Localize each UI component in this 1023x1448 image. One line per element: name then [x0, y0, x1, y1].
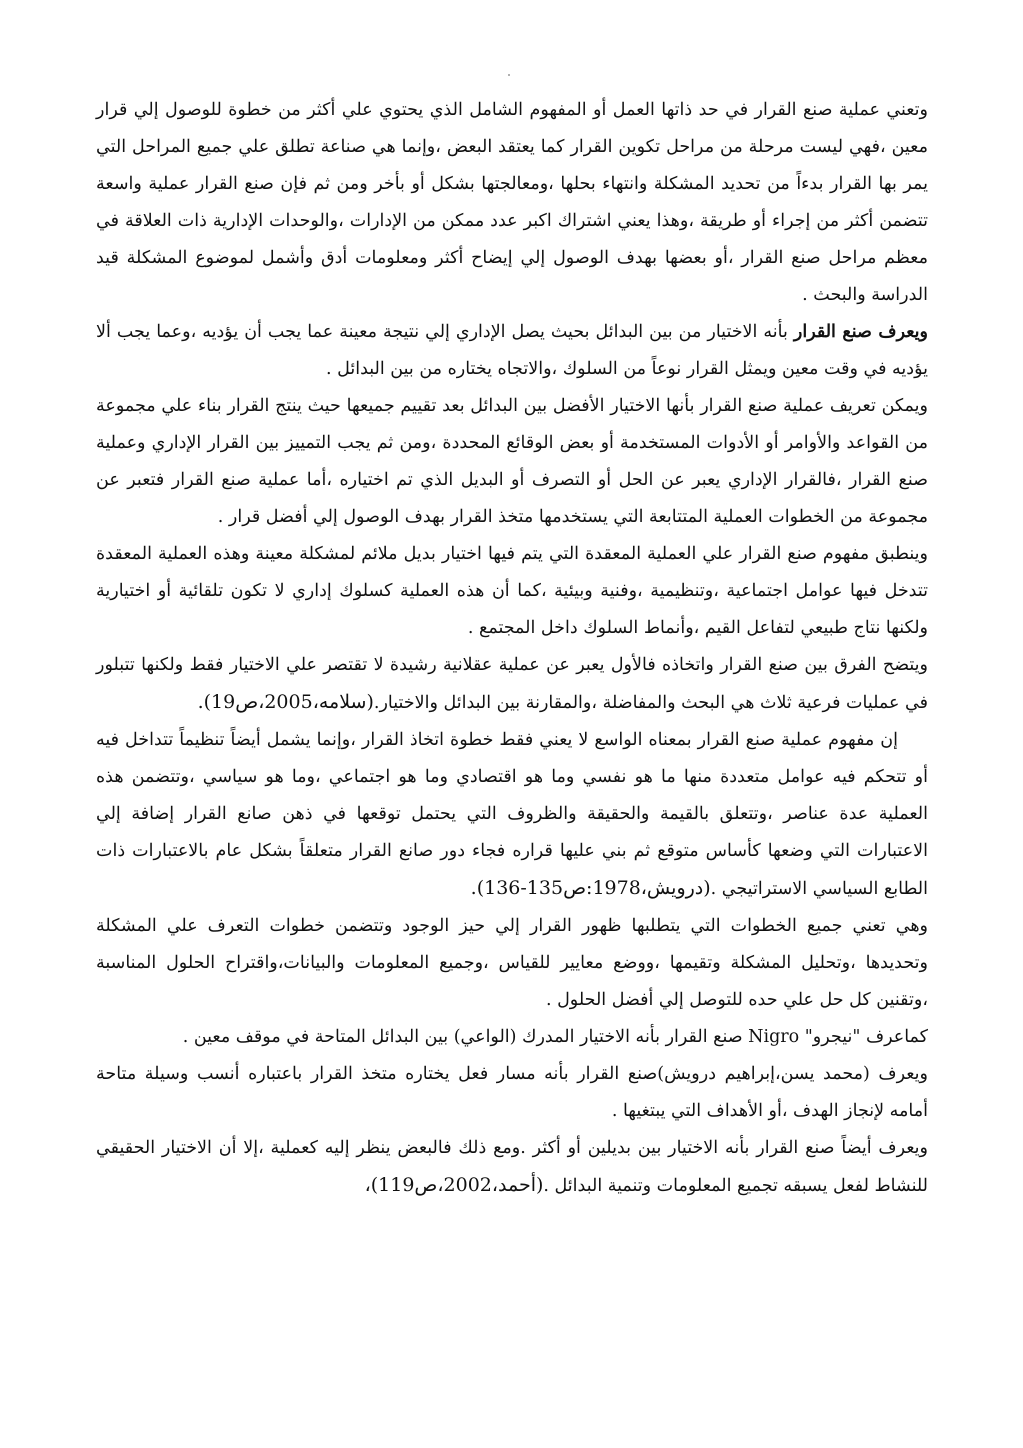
- paragraph-broad-concept: [96, 722, 928, 908]
- paragraph-concept-application: وينطبق مفهوم صنع القرار علي العملية المعقدة التي يتم فيها اختيار بديل ملائم لمشكلة معينة وهذه العملية المعقدة تتدخل فيها عوامل اجتماعية ،وتنظيمية ،وفنية وبيئية ،كما أن هذه العملية كسلوك إداري لا تكون تلقائية أو اختيارية ولكنها نتاج طبيعي لتفاعل القيم ،وأنماط السلوك داخل المجتمع .: [96, 544, 928, 638]
- paragraph-yassin-definition: ويعرف (محمد يسن،إبراهيم درويش)صنع القرار بأنه مسار فعل يختاره متخذ القرار باعتباره أنسب وسيلة متاحة أمامه لإنجاز الهدف ،أو الأهداف التي يبتغيها .: [96, 1064, 928, 1121]
- paragraph-choice-definition: [96, 1130, 928, 1205]
- document-body: [96, 92, 928, 1205]
- choice-definition-text: ويعرف أيضاً صنع القرار بأنه الاختيار بين بديلين أو أكثر .ومع ذلك فالبعض ينظر إليه كعملية ،إلا أن الاختيار الحقيقي للنشاط لفعل يسبقه تجميع المعلومات وتنمية البدائل .: [96, 1138, 928, 1196]
- definition-term: ويعرف صنع القرار: [793, 322, 928, 342]
- difference-text: ويتضح الفرق بين صنع القرار واتخاذه فالأول يعبر عن عملية عقلانية رشيدة لا تقتصر علي الاختيار فقط ولكنها تتبلور في عمليات فرعية ثلاث هي البحث والمفاضلة ،والمقارنة بين البدائل والاختيار.: [96, 655, 928, 713]
- paragraph-difference: [96, 647, 928, 722]
- paragraph-decision-process: وتعني عملية صنع القرار في حد ذاتها العمل أو المفهوم الشامل الذي يحتوي علي أكثر من خطوة للوصول إلي قرار معين ،فهي ليست مرحلة من مراحل تكوين القرار كما يعتقد البعض ،وإنما هي صناعة تطلق علي جميع المراحل التي يمر بها القرار بدءاً من تحديد المشكلة وانتهاء بحلها ،ومعالجتها بشكل أو بأخر ومن ثم فإن صنع القرار عملية واسعة تتضمن أكثر من إجراء أو طريقة ،وهذا يعني اشتراك اكبر عدد ممكن من الإدارات ،والوحدات الإدارية ذات العلاقة في معظم مراحل صنع القرار ،أو بعضها بهدف الوصول إلي إيضاح أكثر ومعلومات أدق وأشمل لموضوع المشكلة قيد الدراسة والبحث .: [96, 100, 928, 305]
- broad-concept-text: إن مفهوم عملية صنع القرار بمعناه الواسع لا يعني فقط خطوة اتخاذ القرار ،وإنما يشمل أيضاً تنظيماً تتداخل فيه أو تتحكم فيه عوامل متعددة منها ما هو نفسي وما هو اقتصادي وما هو اجتماعي ،وما هو سياسي ،وتتضمن هذه العملية عدة عناصر ،وتتعلق بالقيمة والحقيقة والظروف التي يحتمل توقعها في ذهن صانع القرار إضافة إلي الاعتبارات التي وضعها كأساس متوقع ثم بني عليها قراره فجاء دور صانع القرار متعلقاً بشكل عام بالاعتبارات ذات الطابع السياسي الاستراتيجي .: [96, 730, 928, 899]
- page-mark: [508, 74, 510, 76]
- paragraph-steps: وهي تعني جميع الخطوات التي يتطلبها ظهور القرار إلي حيز الوجود وتتضمن خطوات التعرف علي المشكلة وتحديدها ،وتحليل المشكلة وتقيمها ،ووضع معايير للقياس ،وجميع المعلومات والبيانات،واقتراح الحلول المناسبة ،وتقنين كل حل علي حده للتوصل إلي أفضل الحلول .: [96, 916, 928, 1010]
- citation-ahmad: (أحمد،2002،ص119)،: [364, 1174, 544, 1196]
- definition-text: بأنه الاختيار من بين البدائل بحيث يصل الإداري إلي نتيجة معينة عما يجب أن يؤديه ،وعما يجب ألا يؤديه في وقت معين ويمثل القرار نوعاً من السلوك ،والاتجاه يختاره من بين البدائل .: [96, 322, 928, 379]
- citation-salama: (سلامه،2005،ص19).: [197, 691, 374, 713]
- paragraph-decision-definition: [96, 314, 928, 388]
- paragraph-process-definition: ويمكن تعريف عملية صنع القرار بأنها الاختيار الأفضل بين البدائل بعد تقييم جميعها حيث ينتج القرار بناء علي مجموعة من القواعد والأوامر أو الأدوات المستخدمة أو بعض الوقائع المحددة ،ومن ثم يجب التمييز بين القرار الإداري وعملية صنع القرار ،فالقرار الإداري يعبر عن الحل أو التصرف أو البديل الذي تم اختياره ،أما عملية صنع القرار فتعبر عن مجموعة من الخطوات العملية المتتابعة التي يستخدمها متخذ القرار بهدف الوصول إلي أفضل قرار .: [96, 396, 928, 527]
- citation-darwish: (درويش،1978:ص135-136).: [470, 877, 711, 899]
- paragraph-nigro-definition: كماعرف "نيجرو" Nigro صنع القرار بأنه الاختيار المدرك (الواعي) بين البدائل المتاحة في موقف معين .: [182, 1027, 928, 1047]
